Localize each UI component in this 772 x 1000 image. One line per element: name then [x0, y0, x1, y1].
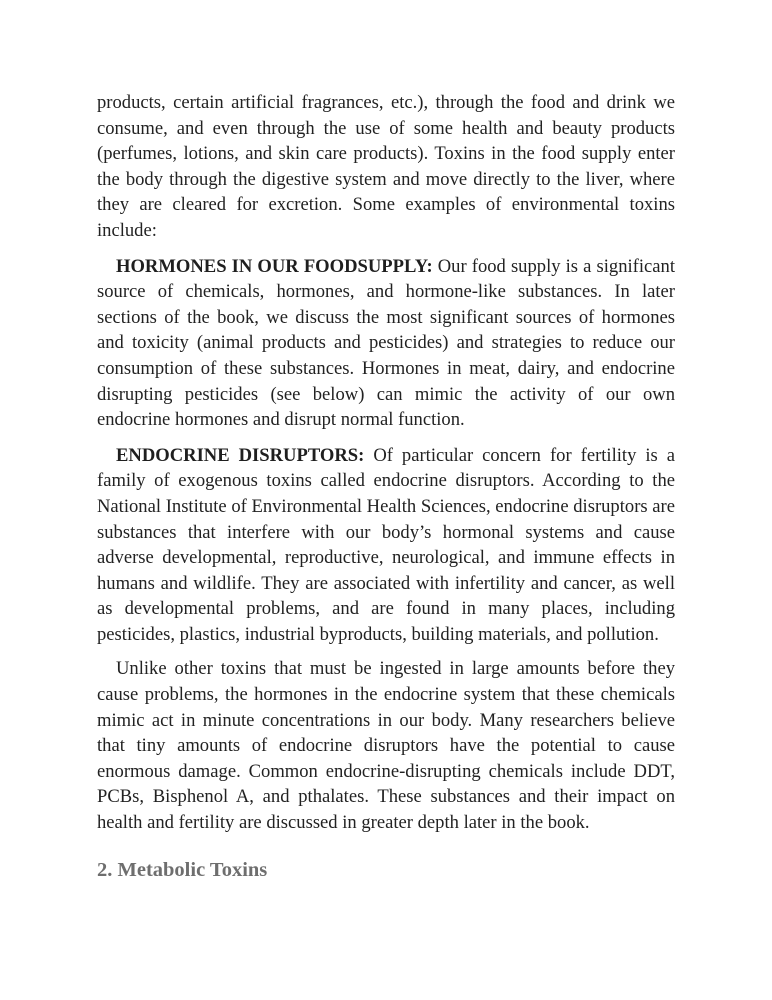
disruptors-paragraph — [97, 443, 675, 648]
unlike-paragraph: Unlike other toxins that must be ingested in large amounts before they cause problems, the hormones in the endocrine system that these chemicals mimic act in minute concentrations in our body. Many researchers believe that tiny amounts of endocrine disruptors have the potential to cause enormous damage. Common endocrine-disrupting chemicals include DDT, PCBs, Bisphenol A, and pthalates. These substances and their impact on health and fertility are discussed in greater depth later in the book. — [97, 658, 675, 834]
hormones-paragraph — [97, 254, 675, 433]
section-heading: 2. Metabolic Toxins — [97, 858, 268, 881]
disruptors-term: ENDOCRINE DISRUPTORS: — [116, 444, 365, 466]
disruptors-body: Of particular concern for fertility is a family of exogenous toxins called endocrine disruptors. According to the National Institute of Environmental Health Sciences, endocrine disruptors are substances that interfere with our body’s hormonal systems and cause adverse developmental, reproductive, neurological, and immune effects in humans and wildlife. They are associated with infertility and cancer, as well as developmental problems, and are found in many places, including pesticides, plastics, industrial byproducts, building materials, and pollution. — [97, 444, 675, 645]
intro-paragraph: products, certain artificial fragrances, etc.), through the food and drink we consume, and even through the use of some health and beauty products (perfumes, lotions, and skin care products). Toxins in the food supply enter the body through the digestive system and move directly to the liver, where they are cleared for excretion. Some examples of environmental toxins include: — [97, 92, 675, 241]
page-content — [97, 90, 675, 884]
hormones-body: Our food supply is a significant source of chemicals, hormones, and hormone-like substances. In later sections of the book, we discuss the most significant sources of hormones and toxicity (animal products and pesticides) and strategies to reduce our consumption of these substances. Hormones in meat, dairy, and endocrine disrupting pesticides (see below) can mimic the activity of our own endocrine hormones and disrupt normal function. — [97, 255, 675, 431]
hormones-term: HORMONES IN OUR FOODSUPPLY: — [116, 255, 433, 277]
